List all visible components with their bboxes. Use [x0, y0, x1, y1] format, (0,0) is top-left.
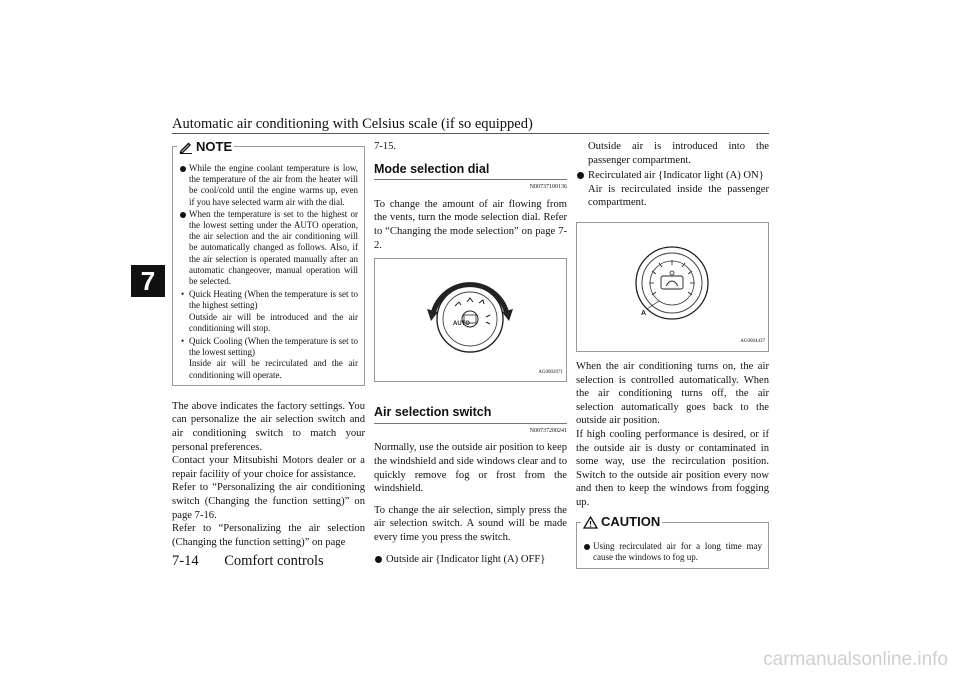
- note-subitem-title: • Quick Heating (When the temperature is set to the highest setting): [189, 289, 358, 311]
- section-code: N00737200241: [529, 427, 567, 434]
- column-3: [576, 140, 769, 569]
- page-header-title: Automatic air conditioning with Celsius scale (if so equipped): [172, 116, 533, 132]
- note-subitem-text: Outside air will be introduced and the air conditioning will stop.: [189, 311, 358, 333]
- column-1: [172, 140, 365, 549]
- continued-text: 7-15.: [374, 141, 397, 152]
- air-selection-illustration: [577, 223, 768, 351]
- column-2: [374, 140, 567, 566]
- mode-dial-figure: [374, 258, 567, 382]
- warning-triangle-icon: [583, 516, 598, 529]
- caution-box: [576, 514, 769, 569]
- recirculated-air-description: Air is recirculated inside the passenger compartment.: [588, 183, 769, 209]
- recirculated-air-bullet: Recirculated air {Indicator light (A) ON}: [576, 169, 769, 183]
- paragraph: To change the amount of air flowing from the vents, turn the mode selection dial. Refer to “Changing the mode selection” on page 7-2.: [374, 198, 567, 251]
- caution-tag-label: CAUTION: [601, 514, 661, 530]
- note-item: When the temperature is set to the highest or the lowest setting under the AUTO operation, the air selection and the air conditioning will be automatically changed as follows. Also, if the air selection is operated manually after an automatic changeover, manual operation will be selected.: [179, 209, 358, 287]
- section-name: Comfort controls: [224, 553, 324, 569]
- indicator-a-label: A: [641, 309, 647, 317]
- page-number: 7-14: [172, 553, 199, 569]
- mode-dial-illustration: [375, 259, 566, 381]
- mode-selection-heading: Mode selection dial: [374, 163, 567, 181]
- note-box: [172, 139, 365, 386]
- note-tag: [177, 140, 234, 154]
- note-subitem-text: Inside air will be recirculated and the air conditioning will operate.: [189, 358, 358, 380]
- paragraph: Refer to “Personalizing the air conditioning switch (Changing the function setting)” on page 7-16.: [172, 482, 365, 521]
- figure-code: AG0004437: [740, 339, 765, 345]
- outside-air-bullet: Outside air {Indicator light (A) OFF}: [374, 553, 567, 567]
- note-subitem: [179, 336, 358, 381]
- air-selection-heading: Air selection switch: [374, 406, 567, 424]
- watermark: carmanualsonline.info: [763, 649, 948, 670]
- paragraph: The above indicates the factory settings. You can personalize the air selection switch and air conditioning switch to match your personal preferences.: [172, 400, 365, 453]
- auto-label: AUTO: [453, 321, 470, 328]
- paragraph: To change the air selection, simply press the air selection switch. A sound will be made every time you press the switch.: [374, 504, 567, 543]
- paragraph: If high cooling performance is desired, or if the outside air is dusty or contaminated in some way, use the recirculation position. Switch to the outside air position every now and then to keep the windows from fogging up.: [576, 428, 769, 508]
- paragraph: Refer to “Personalizing the air selection (Changing the function setting)” on page: [172, 523, 365, 548]
- paragraph: Normally, use the outside air position to keep the windshield and side windows clear and to quickly remove fog or frost from the windshield.: [374, 442, 567, 495]
- paragraph: When the air conditioning turns on, the air selection is controlled automatically. When the air conditioning turns off, the air selection automatically goes back to the outside air position.: [576, 360, 769, 427]
- caution-tag: [581, 516, 662, 529]
- note-tag-label: NOTE: [196, 139, 233, 155]
- paragraph: Contact your Mitsubishi Motors dealer or a repair facility of your choice for assistance.: [172, 455, 365, 480]
- note-subitem: [179, 289, 358, 334]
- header-rule: [172, 133, 769, 134]
- section-code: N00737100136: [529, 184, 567, 191]
- caution-item: Using recirculated air for a long time may cause the windows to fog up.: [583, 541, 762, 563]
- figure-code: AG0002071: [538, 369, 563, 375]
- note-subitem-title: • Quick Cooling (When the temperature is set to the lowest setting): [189, 336, 358, 358]
- page-footer: [172, 553, 324, 570]
- outside-air-description: Outside air is introduced into the passenger compartment.: [588, 141, 769, 166]
- pencil-note-icon: [179, 140, 193, 154]
- note-item: While the engine coolant temperature is low, the temperature of the air from the heater will be cool/cold until the engine warms up, even if you have selected warm air with the dial.: [179, 163, 358, 208]
- chapter-tab: 7: [131, 265, 165, 297]
- air-selection-figure: [576, 222, 769, 352]
